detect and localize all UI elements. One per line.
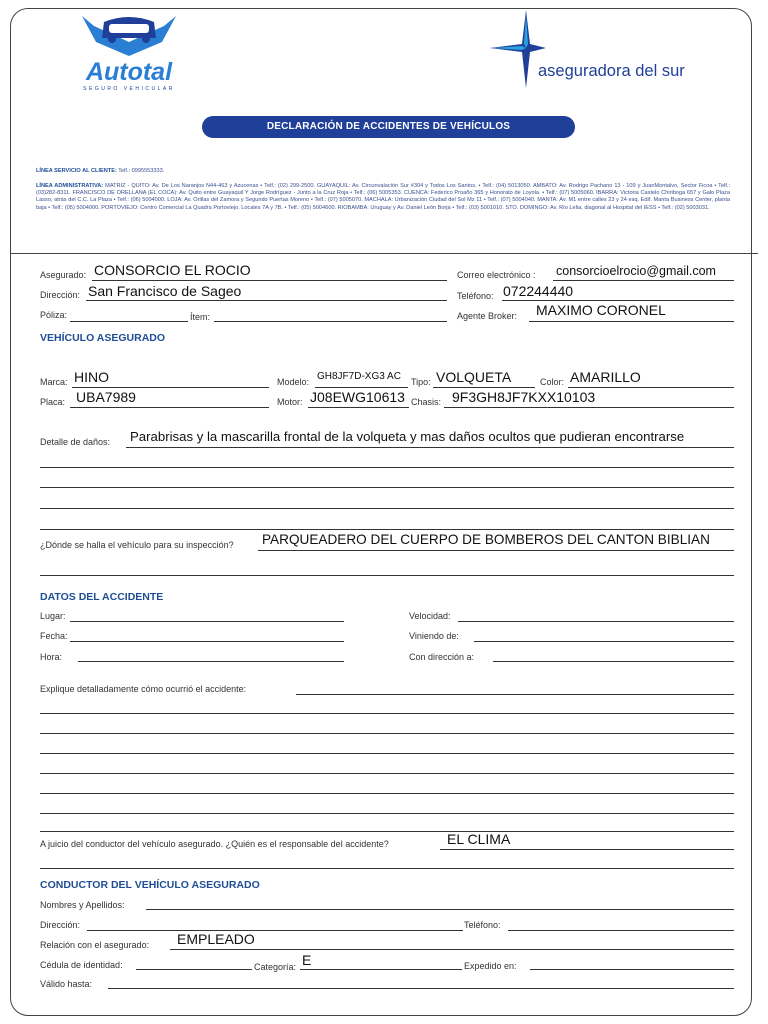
danos-field-line-1[interactable]: [126, 447, 734, 448]
color-label: Color:: [540, 377, 565, 387]
conductor-telefono-label: Teléfono:: [464, 920, 501, 930]
danos-field-line-5[interactable]: [40, 529, 734, 530]
velocidad-label: Velocidad:: [409, 611, 451, 621]
explique-field-line-1[interactable]: [296, 694, 734, 695]
driver-section-title: CONDUCTOR DEL VEHÍCULO ASEGURADO: [40, 879, 260, 891]
relacion-field-line[interactable]: [170, 949, 734, 950]
modelo-value: GH8JF7D-XG3 AC: [317, 371, 401, 382]
service-line: [36, 168, 730, 175]
nombres-field-line[interactable]: [146, 909, 734, 910]
marca-value: HINO: [74, 369, 109, 385]
broker-label: Agente Broker:: [457, 311, 518, 321]
placa-field-line[interactable]: [70, 407, 269, 408]
direccion-label: Dirección:: [40, 290, 81, 300]
tipo-field-line[interactable]: [433, 387, 535, 388]
autotal-name: Autotal: [85, 58, 173, 86]
motor-value: J08EWG10613: [310, 389, 405, 405]
telefono-field-line[interactable]: [502, 300, 734, 301]
responsable-field-line-2[interactable]: [40, 868, 734, 869]
direccion-value: San Francisco de Sageo: [88, 283, 242, 299]
explique-field-line-6[interactable]: [40, 793, 734, 794]
expedido-field-line[interactable]: [530, 969, 734, 970]
conductor-direccion-label: Dirección:: [40, 920, 81, 930]
explique-field-line-7[interactable]: [40, 813, 734, 814]
asegurado-value: CONSORCIO EL ROCIO: [94, 262, 251, 278]
explique-field-line-3[interactable]: [40, 733, 734, 734]
categoria-label: Categoría:: [254, 962, 297, 972]
vehicle-section-title: VEHÍCULO ASEGURADO: [40, 332, 166, 344]
form-title-banner: DECLARACIÓN DE ACCIDENTES DE VEHÍCULOS: [202, 116, 575, 138]
placa-value: UBA7989: [76, 389, 136, 405]
header-divider: [10, 253, 758, 254]
broker-value: MAXIMO CORONEL: [536, 302, 666, 318]
ubicacion-value: PARQUEADERO DEL CUERPO DE BOMBEROS DEL CANTON BIBLIAN: [262, 532, 710, 547]
fecha-label: Fecha:: [40, 631, 68, 641]
marca-field-line[interactable]: [72, 387, 269, 388]
car-shield-logo-icon: [74, 12, 184, 62]
chasis-field-line[interactable]: [444, 407, 734, 408]
valido-field-line[interactable]: [108, 988, 734, 989]
viniendo-label: Viniendo de:: [409, 631, 459, 641]
chasis-label: Chasis:: [411, 397, 442, 407]
poliza-field-line[interactable]: [70, 321, 188, 322]
conductor-telefono-field-line[interactable]: [508, 930, 734, 931]
relacion-value: EMPLEADO: [177, 931, 255, 947]
categoria-field-line[interactable]: [300, 969, 462, 970]
direccion-field-line[interactable]: [86, 300, 447, 301]
marca-label: Marca:: [40, 377, 68, 387]
broker-field-line[interactable]: [529, 321, 734, 322]
con-direccion-label: Con dirección a:: [409, 652, 475, 662]
autotal-tagline: SEGURO VEHICULAR: [83, 86, 175, 92]
motor-label: Motor:: [277, 397, 303, 407]
hora-field-line[interactable]: [78, 661, 344, 662]
categoria-value: E: [302, 952, 312, 968]
placa-label: Placa:: [40, 397, 66, 407]
nombres-label: Nombres y Apellidos:: [40, 900, 125, 910]
viniendo-field-line[interactable]: [474, 641, 734, 642]
insurer-logo: [488, 10, 718, 90]
service-line-label: LÍNEA SERVICIO AL CLIENTE:: [36, 168, 117, 174]
poliza-label: Póliza:: [40, 310, 68, 320]
color-value: AMARILLO: [570, 369, 641, 385]
modelo-field-line[interactable]: [315, 387, 408, 388]
admin-line-label: LÍNEA ADMINISTRATIVA:: [36, 183, 104, 189]
danos-field-line-3[interactable]: [40, 487, 734, 488]
accident-section-title: DATOS DEL ACCIDENTE: [40, 591, 164, 603]
cedula-label: Cédula de identidad:: [40, 960, 123, 970]
explique-field-line-2[interactable]: [40, 713, 734, 714]
valido-label: Válido hasta:: [40, 979, 93, 989]
danos-label: Detalle de daños:: [40, 437, 111, 447]
explique-field-line-5[interactable]: [40, 773, 734, 774]
telefono-value: 072244440: [503, 283, 574, 299]
danos-value: Parabrisas y la mascarilla frontal de la volqueta y mas daños ocultos que pudieran encontrarse: [130, 429, 685, 444]
form-frame: [10, 8, 752, 1016]
fecha-field-line[interactable]: [70, 641, 344, 642]
velocidad-field-line[interactable]: [458, 621, 734, 622]
lugar-label: Lugar:: [40, 611, 66, 621]
chasis-value: 9F3GH8JF7KXX10103: [452, 389, 596, 405]
tipo-value: VOLQUETA: [436, 369, 512, 385]
admin-line: [36, 183, 730, 212]
cedula-field-line[interactable]: [136, 969, 252, 970]
asegurado-label: Asegurado:: [40, 270, 87, 280]
motor-field-line[interactable]: [308, 407, 409, 408]
correo-value: consorcioelrocio@gmail.com: [556, 264, 716, 278]
tipo-label: Tipo:: [411, 377, 431, 387]
service-line-value: Telf.: 0995553333.: [118, 168, 165, 174]
explique-field-line-8[interactable]: [40, 831, 734, 832]
relacion-label: Relación con el asegurado:: [40, 940, 150, 950]
asegurado-field-line[interactable]: [92, 280, 447, 281]
insurer-name: aseguradora del sur: [538, 62, 685, 80]
ubicacion-field-line-1[interactable]: [258, 550, 734, 551]
ubicacion-field-line-2[interactable]: [40, 575, 734, 576]
con-direccion-field-line[interactable]: [493, 661, 734, 662]
item-label: Ítem:: [190, 312, 211, 322]
lugar-field-line[interactable]: [70, 621, 344, 622]
responsable-value: EL CLIMA: [447, 831, 511, 847]
ubicacion-label: ¿Dónde se halla el vehículo para su inspección?: [40, 540, 234, 550]
correo-field-line[interactable]: [553, 280, 734, 281]
responsable-label: A juicio del conductor del vehículo asegurado. ¿Quién es el responsable del accidente?: [40, 839, 389, 849]
correo-label: Correo electrónico :: [457, 270, 536, 280]
autotal-logo: [74, 12, 184, 92]
responsable-field-line-1[interactable]: [440, 849, 734, 850]
danos-field-line-4[interactable]: [40, 508, 734, 509]
hora-label: Hora:: [40, 652, 63, 662]
modelo-label: Modelo:: [277, 377, 310, 387]
expedido-label: Expedido en:: [464, 961, 517, 971]
color-field-line[interactable]: [568, 387, 734, 388]
danos-field-line-2[interactable]: [40, 467, 734, 468]
telefono-label: Teléfono:: [457, 291, 494, 301]
explique-field-line-4[interactable]: [40, 753, 734, 754]
conductor-direccion-field-line[interactable]: [87, 930, 463, 931]
item-field-line[interactable]: [214, 321, 447, 322]
admin-line-text: MATRIZ - QUITO: Av. De Los Naranjos N44-463 y Azucenas • Telf.: (02) 299-2500. GUAYAQUIL: Av. Circunvalación Sur #304 y Todos Los Santos. • Telf.: (04) 5013050. AMBATO: Av. Rodrigo Pachano 13 - 109 y JuanMontalvo, Sector Ficoa • Telf.: (03)282-8311. FRANCISCO DE ORELLANA (EL COCA): Av. Quito entre Guayaquil Y Jorge Rodríguez - Junto a la Cruz Roja • Telf.: (06) 5005353. CUENCA: Federico Proaño 365 y Honorato de Loyola. • Telf.: (07) 5005060. IBARRA: Victoria Castelo Chiriboga 657 y Galo Plaza Lasso, atrás del C.C. La Plaza • Telf.: (06) 5004000. LOJA: Av. Orillas del Zamora y Segundo Puertas Moreno • Telf.: (07) 5005070. MACHALA: Urbanización Ciudad del Sol Mz 11 • Telf.: (07) 5004040. MANTA: Av. M1 entre calles 23 y 24 esq. Edif. Manta Business Center, planta baja • Telf.: (05) 5004000. PORTOVIEJO: Centro Comercial La Quadra Portoviejo. Locales 7A y 7B. • Telf.: (05) 5004600. RIOBAMBA: Uruguay y Av. Daniel León Borja • Telf.: (03) 5001010. STO. DOMINGO: Av. Río Lelia, diagonal al Hospital del IESS • Telf.: (02) 5003031.: [36, 183, 730, 211]
explique-label: Explique detalladamente cómo ocurrió el accidente:: [40, 684, 247, 694]
